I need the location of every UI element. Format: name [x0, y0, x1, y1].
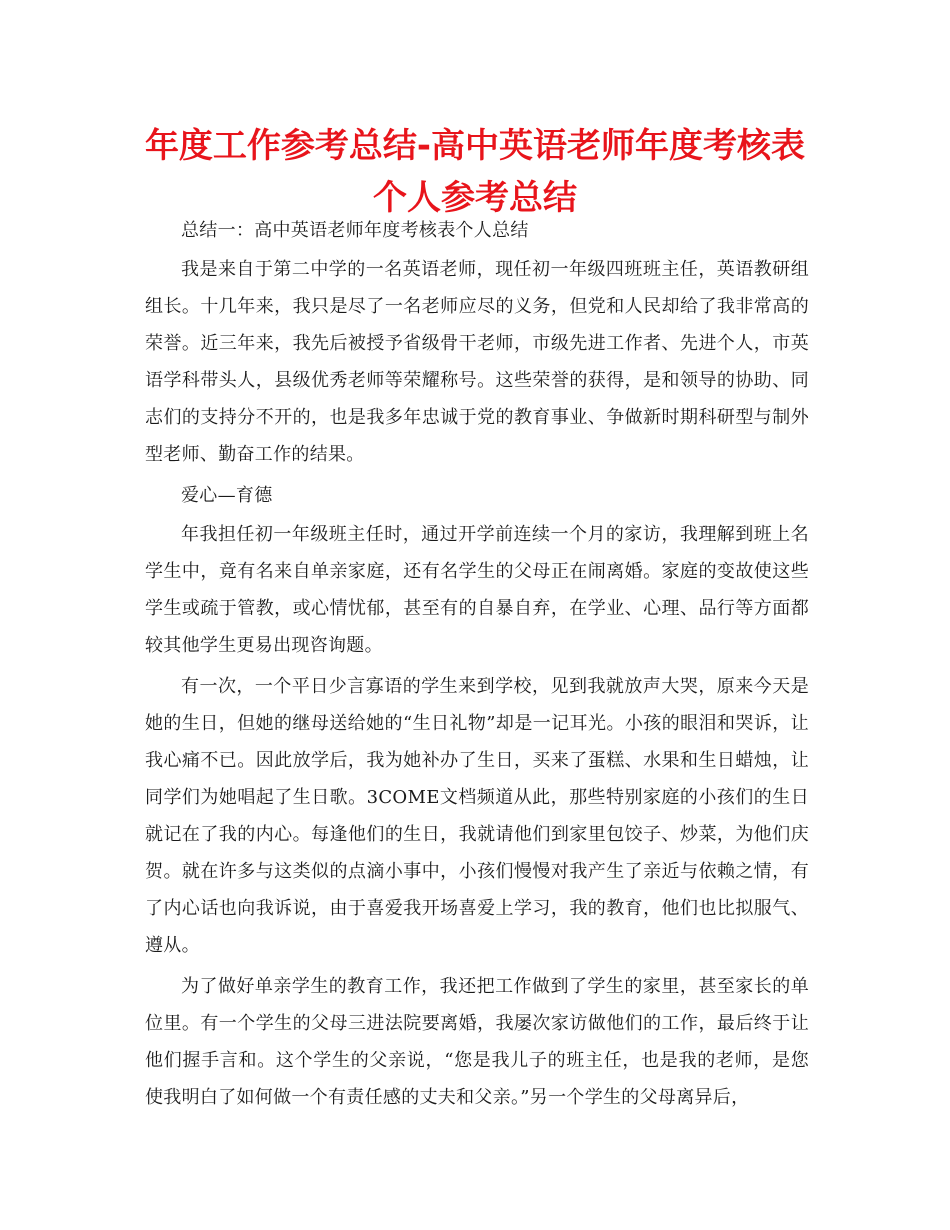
paragraph: 我是来自于第二中学的一名英语老师，现任初一年级四班班主任，英语教研组组长。十几年来，我只是尽了一名老师应尽的义务，但党和人民却给了我非常高的荣誉。近三年来，我先后被授予省级骨干老师，市级先进工作者、先进个人，市英语学科带头人，县级优秀老师等荣耀称号。这些荣誉的获得，是和领导的协助、同志们的支持分不开的，也是我多年忠诚于党的教育事业、争做新时期科研型与制外型老师、勤奋工作的结果。	[145, 259, 809, 465]
document-body	[145, 212, 809, 1120]
section-heading: 爱心—育德	[181, 485, 273, 506]
section-heading: 总结一：高中英语老师年度考核表个人总结	[181, 220, 529, 241]
paragraph: 年我担任初一年级班主任时，通过开学前连续一个月的家访，我理解到班上名学生中，竟有名来自单亲家庭，还有名学生的父母正在闹离婚。家庭的变故使这些学生或疏于管教，或心情忧郁，甚至有的自暴自弃，在学业、心理、品行等方面都较其他学生更易出现咨询题。	[145, 524, 809, 656]
paragraph: 有一次，一个平日少言寡语的学生来到学校，见到我就放声大哭，原来今天是她的生日，但她的继母送给她的“生日礼物”却是一记耳光。小孩的眼泪和哭诉，让我心痛不已。因此放学后，我为她补办了生日，买来了蛋糕、水果和生日蜡烛，让同学们为她唱起了生日歌。3COME文档频道从此，那些特别家庭的小孩们的生日就记在了我的内心。每逢他们的生日，我就请他们到家里包饺子、炒菜，为他们庆贺。就在许多与这类似的点滴小事中，小孩们慢慢对我产生了亲近与依赖之情，有了内心话也向我诉说，由于喜爱我开场喜爱上学习，我的教育，他们也比拟服气、遵从。	[145, 676, 809, 956]
paragraph: 为了做好单亲学生的教育工作，我还把工作做到了学生的家里，甚至家长的单位里。有一个学生的父母三进法院要离婚，我屡次家访做他们的工作，最后终于让他们握手言和。这个学生的父亲说，“您是我儿子的班主任，也是我的老师，是您使我明白了如何做一个有责任感的丈夫和父亲。”另一个学生的父母离异后，	[145, 976, 809, 1108]
document-title: 年度工作参考总结-高中英语老师年度考核表个人参考总结	[144, 126, 806, 218]
